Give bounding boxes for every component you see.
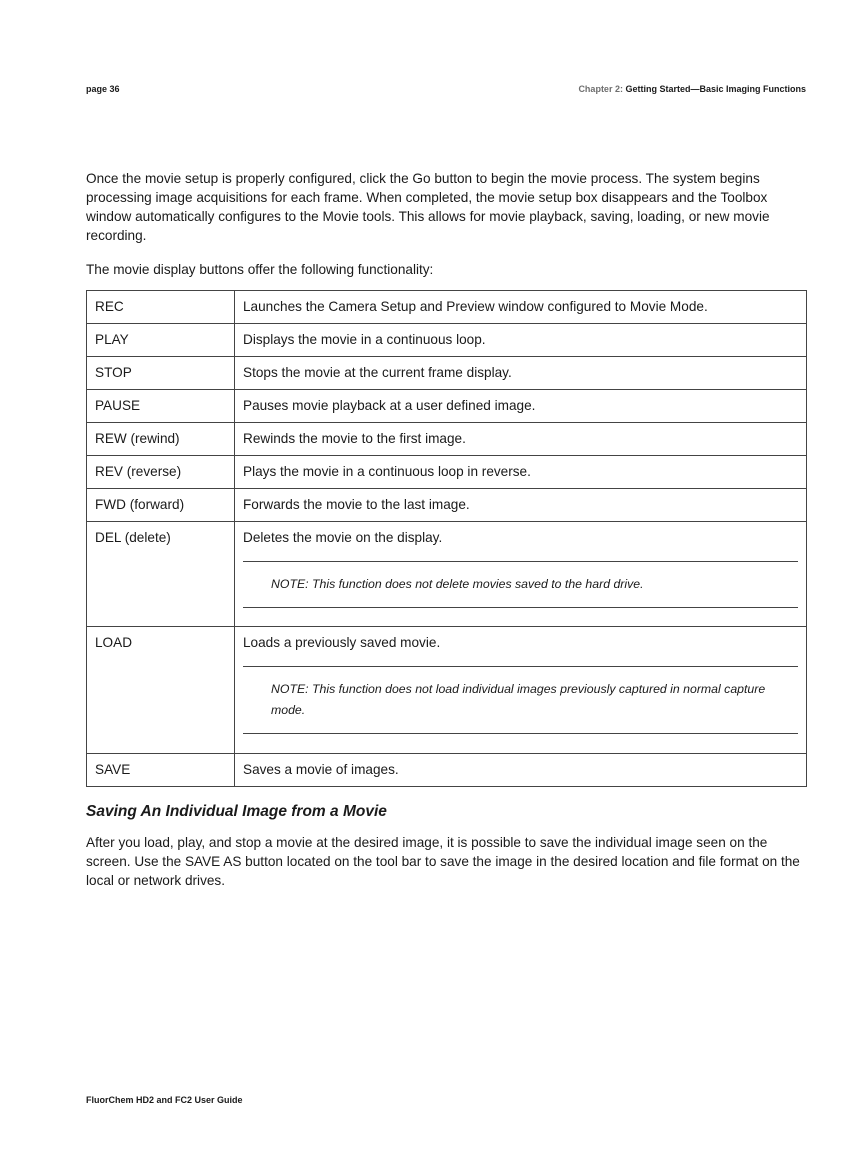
button-name: PLAY xyxy=(87,324,235,357)
button-description-cell xyxy=(235,522,807,627)
button-description: Pauses movie playback at a user defined image. xyxy=(235,390,807,423)
button-description: Loads a previously saved movie. xyxy=(243,635,441,650)
button-name: STOP xyxy=(87,357,235,390)
chapter-title: Getting Started—Basic Imaging Functions xyxy=(625,84,806,94)
table-row xyxy=(87,324,807,357)
table-row xyxy=(87,522,807,627)
button-name: PAUSE xyxy=(87,390,235,423)
button-description: Saves a movie of images. xyxy=(235,754,807,787)
button-description-cell xyxy=(235,627,807,754)
button-description: Plays the movie in a continuous loop in reverse. xyxy=(235,456,807,489)
page-footer: FluorChem HD2 and FC2 User Guide xyxy=(86,1095,243,1105)
button-name: REV (reverse) xyxy=(87,456,235,489)
button-name: FWD (forward) xyxy=(87,489,235,522)
intro-paragraph: Once the movie setup is properly configured, click the Go button to begin the movie process. The system begins processing image acquisitions for each frame. When completed, the movie setup box disappears and the Toolbox window automatically configures to the Movie tools. This allows for movie playback, saving, loading, or new movie recording. xyxy=(86,171,770,243)
button-description: Stops the movie at the current frame display. xyxy=(235,357,807,390)
button-name: REC xyxy=(87,291,235,324)
button-description: Deletes the movie on the display. xyxy=(243,530,443,545)
table-row xyxy=(87,291,807,324)
button-description: Launches the Camera Setup and Preview window configured to Movie Mode. xyxy=(235,291,807,324)
button-description: Displays the movie in a continuous loop. xyxy=(235,324,807,357)
table-row xyxy=(87,390,807,423)
button-name: DEL (delete) xyxy=(87,522,235,627)
running-header xyxy=(578,84,806,94)
table-row xyxy=(87,754,807,787)
button-name: REW (rewind) xyxy=(87,423,235,456)
table-row xyxy=(87,357,807,390)
page-number: page 36 xyxy=(86,84,120,94)
button-name: LOAD xyxy=(87,627,235,754)
movie-buttons-table xyxy=(86,290,807,787)
button-description: Rewinds the movie to the first image. xyxy=(235,423,807,456)
section-paragraph: After you load, play, and stop a movie at the desired image, it is possible to save the individual image seen on the screen. Use the SAVE AS button located on the tool bar to save the image in the desired location and file format on the local or network drives. xyxy=(86,835,800,888)
table-row xyxy=(87,423,807,456)
button-name: SAVE xyxy=(87,754,235,787)
table-row xyxy=(87,456,807,489)
note-text: NOTE: This function does not load individual images previously captured in normal capture mode. xyxy=(243,666,798,734)
note-text: NOTE: This function does not delete movies saved to the hard drive. xyxy=(243,561,798,608)
chapter-label: Chapter 2: xyxy=(578,84,623,94)
section-heading: Saving An Individual Image from a Movie xyxy=(86,803,387,820)
table-row xyxy=(87,489,807,522)
table-lead-text: The movie display buttons offer the following functionality: xyxy=(86,262,434,277)
button-description: Forwards the movie to the last image. xyxy=(235,489,807,522)
table-row xyxy=(87,627,807,754)
